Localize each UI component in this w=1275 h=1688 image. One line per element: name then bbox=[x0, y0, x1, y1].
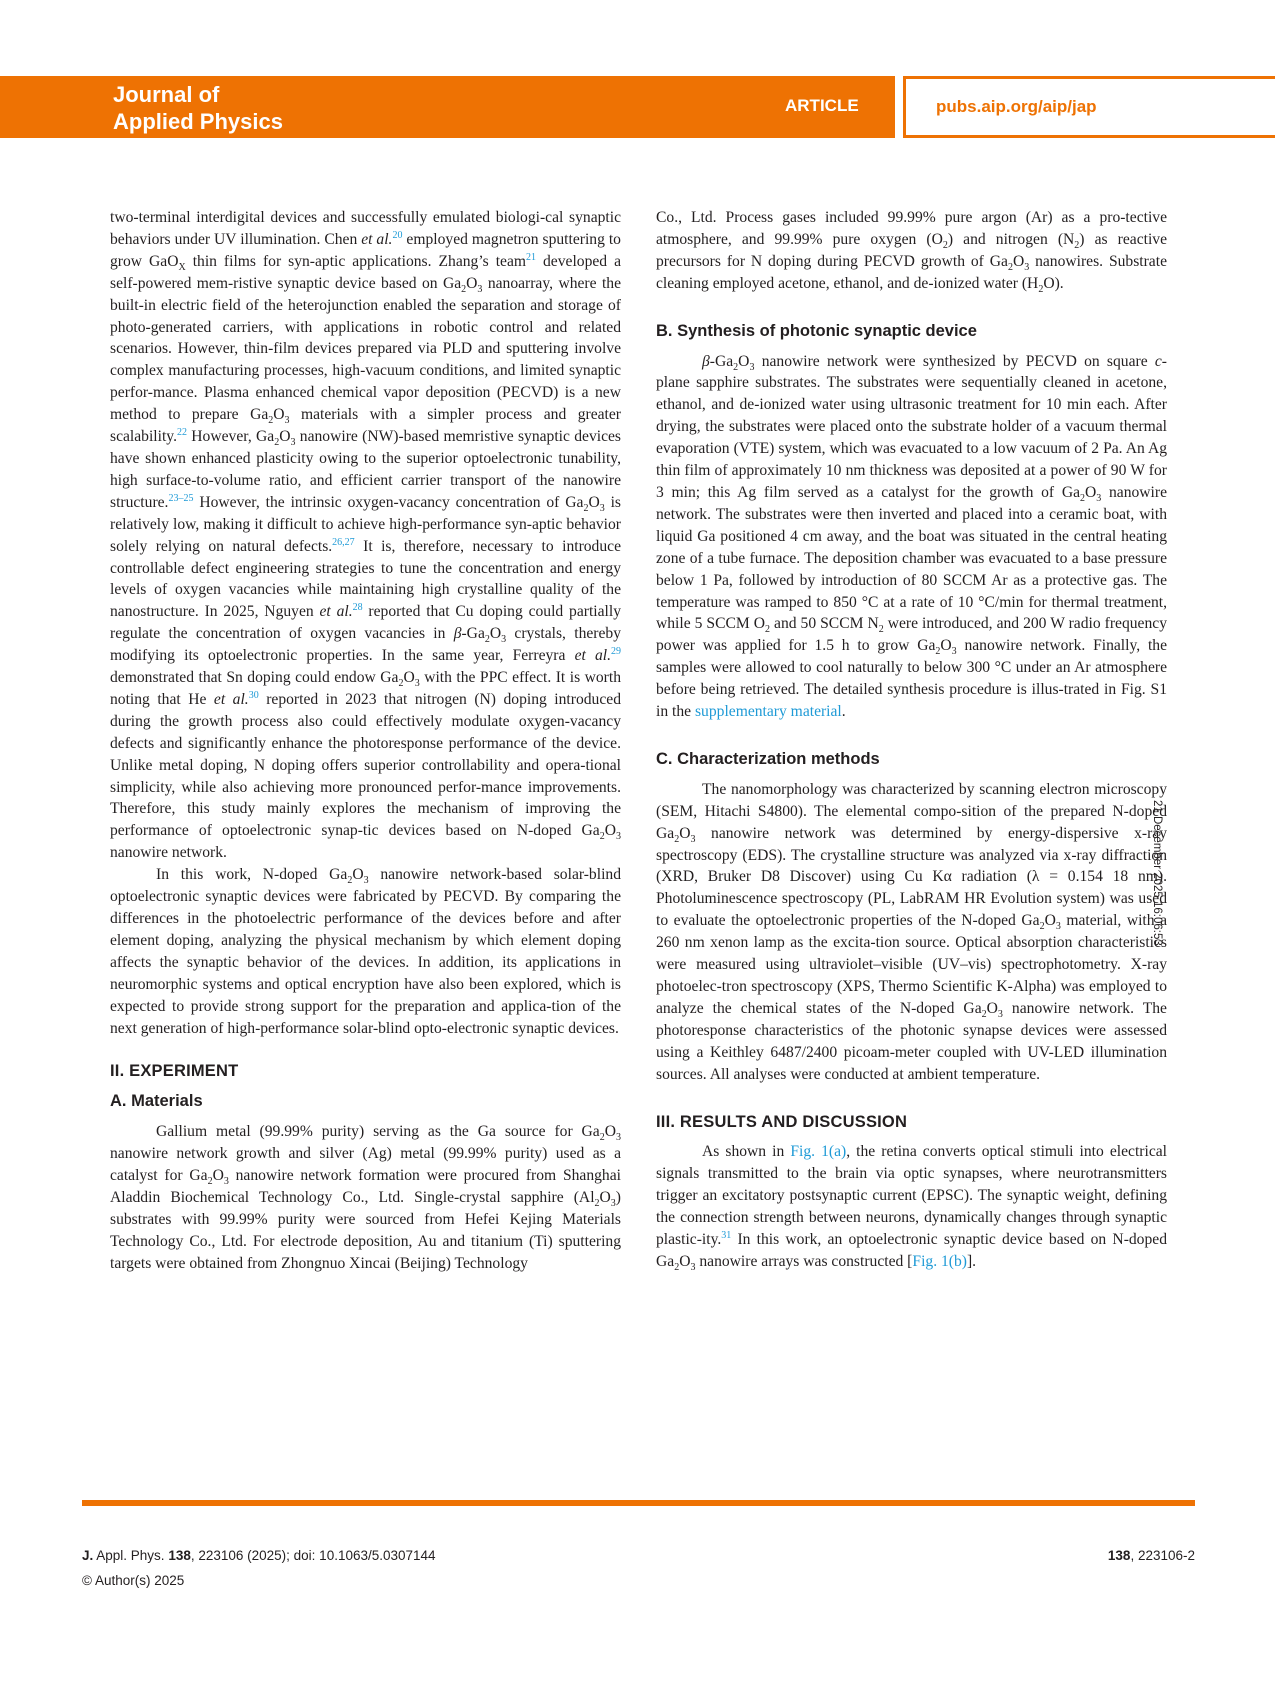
reference-link[interactable]: 20 bbox=[392, 229, 403, 241]
text-run: nanowire network were synthesized by PECVD on square bbox=[754, 352, 1155, 370]
subscript: 3 bbox=[690, 1262, 696, 1274]
page-number bbox=[1108, 1543, 1195, 1568]
journal-header bbox=[0, 76, 1275, 138]
subscript: 3 bbox=[414, 678, 420, 690]
subscript: 2 bbox=[1080, 493, 1086, 505]
reference-link[interactable]: 26,27 bbox=[332, 536, 355, 548]
subsection-heading-synthesis: B. Synthesis of photonic synaptic device bbox=[656, 321, 977, 340]
subscript: 3 bbox=[363, 875, 369, 887]
text-run: nanowire network. bbox=[110, 844, 227, 862]
subscript: 2 bbox=[765, 624, 771, 636]
text-run: O bbox=[604, 822, 616, 840]
text-run: O bbox=[1044, 912, 1056, 930]
text-run: O bbox=[1012, 252, 1025, 270]
journal-url-link[interactable]: pubs.aip.org/aip/jap bbox=[936, 97, 1097, 116]
text-run: Gallium metal (99.99% purity) serving as the Ga source for Ga bbox=[156, 1123, 600, 1141]
text-run: However, Ga bbox=[186, 428, 275, 446]
text-run: ) and nitrogen (N bbox=[947, 230, 1075, 248]
subscript: 2 bbox=[207, 1176, 213, 1188]
text-run: O bbox=[1085, 483, 1097, 501]
et-al: et al. bbox=[361, 230, 393, 248]
text-run: nanowire network. Finally, the samples were allowed to cool naturally to below 300 °C under an Ar atmosphere before being retrieved. The detailed synthesis procedure is illus-trated in Fig. S1 in the bbox=[656, 637, 1168, 721]
subscript: 2 bbox=[398, 678, 404, 690]
subscript: 2 bbox=[274, 437, 280, 449]
text-run: nanowire network-based solar-blind optoelectronic synaptic devices were fabricated by PECVD. By comparing the differences in the photoelectric performance of the devices before and after element doping, analyzing the physical mechanism by which element doping affects the synaptic behavior of the devices. In addition, its applications in neuromorphic systems and optical encryption have also been explored, which is expected to provide strong support for the preparation and applica-tion of the next generation of high-performance solar-blind opto-electronic synaptic devices. bbox=[110, 866, 621, 1037]
text-run: O). bbox=[1043, 274, 1064, 292]
italic-c: c bbox=[1154, 352, 1162, 370]
text-run: demonstrated that Sn doping could endow Ga bbox=[110, 669, 399, 687]
results-paragraph bbox=[656, 1141, 1167, 1272]
text-run: were introduced, and 200 W radio frequency power was applied for 1.5 h to grow Ga bbox=[656, 615, 1167, 655]
text-run: O bbox=[352, 866, 364, 884]
text-run: with the PPC effect. It is worth noting that He bbox=[110, 669, 621, 708]
subscript: 3 bbox=[290, 437, 296, 449]
text-run: crystals, thereby modifying its optoelectronic properties. In the same year, Ferreyra bbox=[110, 625, 621, 665]
citation-journal-abbrev: J. bbox=[82, 1548, 94, 1563]
beta-symbol: β bbox=[702, 352, 710, 370]
subscript: 3 bbox=[616, 1132, 621, 1144]
journal-url-box bbox=[903, 76, 1275, 138]
materials-paragraph-continued bbox=[656, 207, 1167, 295]
text-run: developed a self-powered mem-ristive synaptic device based on Ga bbox=[110, 252, 621, 292]
materials-paragraph bbox=[110, 1121, 621, 1274]
text-run: Co., Ltd. Process gases included 99.99% pure argon (Ar) as a pro-tective atmosphere, and 99.99% pure oxygen (O bbox=[656, 209, 1167, 248]
text-run: O bbox=[403, 669, 415, 687]
subscript: 2 bbox=[461, 283, 467, 295]
subscript: 3 bbox=[501, 634, 507, 646]
text-run: O bbox=[679, 1252, 691, 1270]
figure-1a-link[interactable]: Fig. 1(a) bbox=[790, 1143, 847, 1161]
reference-link[interactable]: 28 bbox=[352, 602, 363, 614]
reference-link[interactable]: 23–25 bbox=[168, 492, 194, 504]
text-run: nanowire network. The substrates were then inverted and placed into a ceramic boat, with liquid Ga positioned 4 cm away, and the boat was situated in the central heating zone of a tube furnace. The deposition chamber was evacuated to a base pressure below 1 Pa, followed by introduction of 80 SCCM Ar as a protective gas. The temperature was ramped to 850 °C at a rate of 10 °C/min for thermal treatment, while 5 SCCM O bbox=[656, 483, 1167, 633]
section-heading-experiment: II. EXPERIMENT bbox=[110, 1062, 239, 1081]
subscript: 3 bbox=[223, 1176, 229, 1188]
text-run: reported that Cu doping could partially regulate the concentration of oxygen vacancies in bbox=[110, 603, 621, 643]
footer-divider bbox=[82, 1500, 1195, 1506]
subscript: 3 bbox=[610, 1198, 616, 1210]
text-run: is relatively low, making it difficult to achieve high-performance syn-aptic behavior solely relying on natural defects. bbox=[110, 493, 621, 555]
reference-link[interactable]: 22 bbox=[176, 426, 187, 438]
journal-title bbox=[113, 81, 283, 135]
et-al: et al. bbox=[574, 647, 612, 665]
subscript: 2 bbox=[599, 1132, 605, 1144]
subscript: 3 bbox=[284, 415, 290, 427]
text-run: nanowire network. The photoresponse characteristics of the photonic synapse devices were assessed using a Keithley 6487/2400 picoam-meter coupled with UV-LED illumination sources. All analyses were conducted at ambient temperature. bbox=[656, 999, 1167, 1083]
text-run: O bbox=[604, 1123, 616, 1141]
reference-link[interactable]: 30 bbox=[248, 689, 259, 701]
text-run: O bbox=[273, 406, 285, 424]
article-type-label: ARTICLE bbox=[785, 96, 859, 115]
text-run: ) substrates with 99.99% purity were sourced from Hefei Kejing Materials Technology Co., Ltd. For electrode deposition, Au and titanium (Ti) sputtering targets were obtained from Zhongnuo Xincai (Beijing) Technology bbox=[110, 1188, 621, 1272]
journal-title-line1: Journal of bbox=[113, 82, 220, 107]
journal-title-line2: Applied Physics bbox=[113, 109, 283, 134]
subscript: 2 bbox=[1007, 261, 1013, 273]
intro-paragraph-1 bbox=[110, 207, 621, 864]
text-run: and 50 SCCM N bbox=[770, 615, 879, 633]
subscript: 2 bbox=[1074, 240, 1080, 252]
citation-doi[interactable]: , 223106 (2025); doi: 10.1063/5.0307144 bbox=[190, 1548, 436, 1563]
text-run: reported in 2023 that nitrogen (N) doping introduced during the growth process also could effectively modulate oxygen-vacancy defects and significantly enhance the photoresponse performance of the device. Unlike metal doping, N doping offers superior controllability and opera-tional simplicity, while also achieving more pronounced perfor-mance improvements. Therefore, this study mainly explores the mechanism of improving the performance of optoelectronic synap-tic devices based on N-doped Ga bbox=[110, 690, 621, 840]
subscript: 2 bbox=[583, 502, 589, 514]
text-run: O bbox=[279, 428, 291, 446]
left-column bbox=[110, 207, 621, 1275]
text-run: However, the intrinsic oxygen-vacancy concentration of Ga bbox=[193, 493, 584, 511]
subscript: 3 bbox=[997, 1009, 1003, 1021]
text-run: O bbox=[679, 824, 691, 842]
text-run: -plane sapphire substrates. The substrates were sequentially cleaned in acetone, ethanol, and de-ionized water using ultrasonic treatment for 10 min each. After drying, the substrates were placed onto the substrate holder of a vacuum thermal evaporation (VTE) system, which was evacuated to a low vacuum of 2 Pa. An Ag thin film of approximately 10 nm thickness was deposited at a power of 90 W for 3 min; this Ag film served as a catalyst for the growth of Ga bbox=[656, 352, 1167, 501]
figure-1b-link[interactable]: Fig. 1(b) bbox=[912, 1252, 967, 1270]
subscript: 2 bbox=[1038, 283, 1044, 295]
synthesis-paragraph bbox=[656, 351, 1167, 723]
subscript: 3 bbox=[616, 831, 621, 843]
text-run: O bbox=[940, 637, 952, 655]
subscript: 2 bbox=[942, 240, 948, 252]
text-run: -Ga bbox=[461, 625, 485, 643]
page-number-value: , 223106-2 bbox=[1130, 1548, 1195, 1563]
text-run: nanoarray, where the built-in electric field of the heterojunction enabled the separation and storage of photo-generated carriers, with applications in robotic control and related scenarios. However, thin-film devices prepared via PLD and sputtering involve complex manufacturing processes, high-vacuum conditions, and limited synaptic perfor-mance. Plasma enhanced chemical vapor deposition (PECVD) is a new method to prepare Ga bbox=[110, 274, 621, 424]
text-run: nanowire (NW)-based memristive synaptic devices have shown enhanced plasticity owing to the superior optoelectronic tunability, high surface-to-volume ratio, and efficient carrier transport of the nanowire structure. bbox=[110, 428, 621, 511]
text-run: nanowire network formation were procured from Shanghai Aladdin Biochemical Technology Co., Ltd. Single-crystal sapphire (Al bbox=[110, 1167, 621, 1206]
subscript: 2 bbox=[347, 875, 353, 887]
text-run: It is, therefore, necessary to introduce controllable defect engineering strategies to tune the concentration and energy levels of oxygen vacancies while maintaining high crystalline quality of the nanostructure. In 2025, Nguyen bbox=[110, 537, 621, 621]
subscript: 2 bbox=[484, 634, 490, 646]
subscript: 2 bbox=[674, 833, 680, 845]
et-al: et al. bbox=[319, 603, 353, 621]
subscript: 2 bbox=[599, 831, 605, 843]
text-run: two-terminal interdigital devices and successfully emulated biologi-cal synaptic behaviors under UV illumination. Chen bbox=[110, 209, 621, 248]
subscript: 3 bbox=[599, 502, 605, 514]
text-run: -Ga bbox=[709, 352, 734, 370]
download-timestamp: 21 December 2025 16:06:53 bbox=[1151, 800, 1163, 946]
text-run: nanowire network growth and silver (Ag) metal (99.99% purity) used as a catalyst for Ga bbox=[110, 1145, 621, 1185]
text-run: , the retina converts optical stimuli into electrical signals transmitted to the brain via optic synapses, where neurotransmitters trigger an excitatory postsynaptic current (EPSC). The synaptic weight, defining the connection strength between neurons, dynamically changes through synaptic plastic-ity. bbox=[656, 1143, 1167, 1249]
subscript: 2 bbox=[1039, 921, 1045, 933]
text-run: nanowires. Substrate cleaning employed acetone, ethanol, and de-ionized water (H bbox=[656, 252, 1167, 292]
text-run: O bbox=[738, 352, 750, 370]
subscript: 2 bbox=[878, 624, 884, 636]
text-run: The nanomorphology was characterized by scanning electron microscopy (SEM, Hitachi S4800). The elemental compo-sition of the prepared N-doped Ga bbox=[656, 780, 1167, 842]
text-run: . bbox=[841, 703, 846, 721]
subscript: 3 bbox=[477, 283, 483, 295]
text-run: nanowire network was determined by energy-dispersive x-ray spectroscopy (EDS). The crystalline structure was analyzed via x-ray diffraction (XRD, Bruker D8 Discover) using Cu Kα radiation (λ = 0.154 18 nm). Photoluminescence spectroscopy (PL, LabRAM HR Evolution system) was used to evaluate the optoelectronic properties of the N-doped Ga bbox=[656, 824, 1167, 930]
text-run: O bbox=[986, 999, 998, 1017]
characterization-paragraph bbox=[656, 779, 1167, 1086]
text-run: employed magnetron sputtering to grow GaO bbox=[110, 230, 621, 270]
copyright-notice: © Author(s) 2025 bbox=[82, 1573, 185, 1588]
reference-link[interactable]: 29 bbox=[611, 645, 622, 657]
text-run: O bbox=[466, 274, 478, 292]
citation-line bbox=[82, 1543, 436, 1568]
subscript: X bbox=[178, 261, 186, 273]
subscript: 2 bbox=[594, 1198, 600, 1210]
text-run: nanowire arrays was constructed [ bbox=[695, 1252, 913, 1270]
text-run: materials with a simpler process and greater scalability. bbox=[110, 406, 621, 446]
intro-paragraph-2 bbox=[110, 864, 621, 1039]
text-run: O bbox=[212, 1167, 224, 1185]
subscript: 3 bbox=[951, 646, 957, 658]
subscript: 2 bbox=[733, 361, 739, 373]
text-run: O bbox=[599, 1188, 611, 1206]
et-al: et al. bbox=[213, 690, 249, 708]
section-heading-results: III. RESULTS AND DISCUSSION bbox=[656, 1112, 908, 1131]
text-run: thin films for syn-aptic applications. Zhang’s team bbox=[185, 252, 527, 270]
citation-volume: 138 bbox=[168, 1548, 191, 1563]
text-run: ) as reactive precursors for N doping during PECVD growth of Ga bbox=[656, 230, 1167, 270]
text-run: O bbox=[489, 625, 502, 643]
page-volume: 138 bbox=[1107, 1548, 1131, 1563]
subscript: 2 bbox=[935, 646, 941, 658]
subsection-heading-materials: A. Materials bbox=[110, 1092, 203, 1111]
text-run: O bbox=[588, 493, 600, 511]
subscript: 2 bbox=[674, 1262, 680, 1274]
text-run: In this work, N-doped Ga bbox=[156, 866, 348, 884]
subsection-heading-characterization: C. Characterization methods bbox=[656, 749, 880, 768]
subscript: 2 bbox=[981, 1009, 987, 1021]
header-banner bbox=[0, 76, 895, 138]
reference-link[interactable]: 31 bbox=[721, 1229, 732, 1241]
reference-link[interactable]: 21 bbox=[526, 251, 537, 263]
supplementary-material-link[interactable]: supplementary material bbox=[694, 703, 842, 721]
right-column bbox=[656, 207, 1167, 1273]
subscript: 3 bbox=[1096, 493, 1102, 505]
subscript: 3 bbox=[1055, 921, 1061, 933]
text-run: ]. bbox=[966, 1252, 977, 1270]
beta-symbol: β bbox=[453, 625, 462, 643]
subscript: 2 bbox=[268, 415, 274, 427]
subscript: 3 bbox=[749, 361, 755, 373]
text-run: As shown in bbox=[702, 1143, 791, 1161]
text-run: material, with a 260 nm xenon lamp as the excita-tion source. Optical absorption characteristics were measured using ultraviolet–visible (UV–vis) spectrophotometry. X-ray photoelec-tron spectroscopy (XPS, Thermo Scientific K-Alpha) was employed to analyze the chemical states of the N-doped Ga bbox=[656, 912, 1167, 1017]
footer-citation bbox=[82, 1543, 436, 1593]
text-run: In this work, an optoelectronic synaptic device based on N-doped Ga bbox=[656, 1231, 1167, 1270]
subscript: 3 bbox=[1024, 261, 1030, 273]
subscript: 3 bbox=[690, 833, 696, 845]
citation-journal-name: Appl. Phys. bbox=[93, 1548, 169, 1563]
